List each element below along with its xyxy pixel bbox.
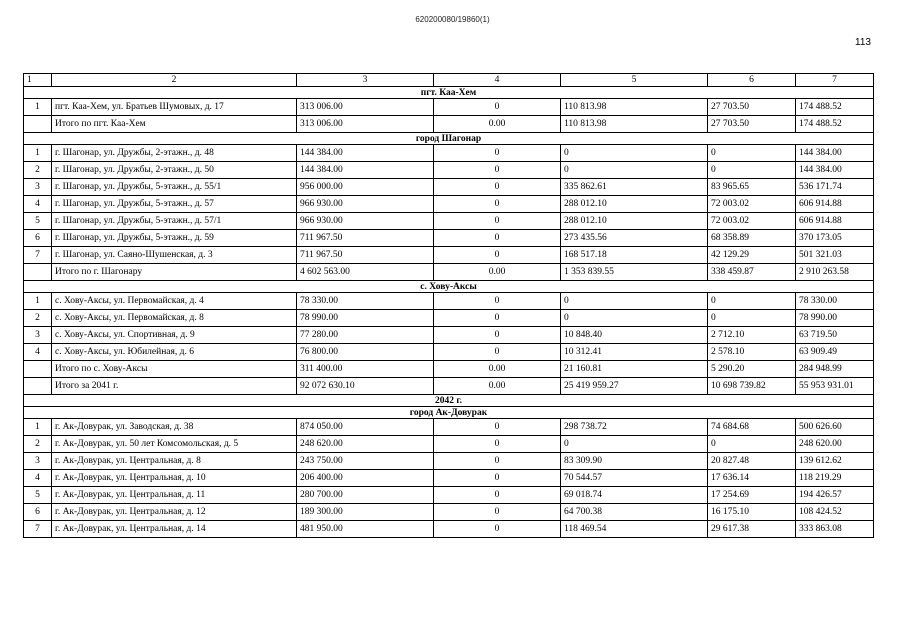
section-header-row: [24, 407, 874, 419]
fund-share-cell: 0: [434, 213, 561, 230]
regional-budget-cell: 288 012.10: [561, 213, 708, 230]
regional-budget-cell: 25 419 959.27: [561, 378, 708, 395]
regional-budget-cell: 69 018.74: [561, 487, 708, 504]
local-budget-cell: 17 254.69: [708, 487, 796, 504]
local-budget-cell: 0: [708, 293, 796, 310]
regional-budget-cell: 10 848.40: [561, 327, 708, 344]
local-budget-cell: 74 684.68: [708, 419, 796, 436]
total-cost-cell: 92 072 630.10: [297, 378, 434, 395]
owner-funds-cell: 194 426.57: [796, 487, 874, 504]
owner-funds-cell: 501 321.03: [796, 247, 874, 264]
address-cell: Итого по г. Шагонару: [52, 264, 297, 281]
section-header-row: [24, 395, 874, 407]
owner-funds-cell: 248 620.00: [796, 436, 874, 453]
table-row: [24, 162, 874, 179]
address-cell: с. Хову-Аксы, ул. Спортивная, д. 9: [52, 327, 297, 344]
table-row: [24, 179, 874, 196]
regional-budget-cell: 0: [561, 293, 708, 310]
owner-funds-cell: 63 719.50: [796, 327, 874, 344]
regional-budget-cell: 288 012.10: [561, 196, 708, 213]
column-header: 4: [434, 74, 561, 87]
section-header-row: [24, 133, 874, 145]
total-cost-cell: 481 950.00: [297, 521, 434, 538]
budget-table: [23, 73, 874, 538]
regional-budget-cell: 335 862.61: [561, 179, 708, 196]
table-row: [24, 247, 874, 264]
total-cost-cell: 243 750.00: [297, 453, 434, 470]
regional-budget-cell: 10 312.41: [561, 344, 708, 361]
table-row: [24, 327, 874, 344]
owner-funds-cell: 606 914.88: [796, 213, 874, 230]
regional-budget-cell: 118 469.54: [561, 521, 708, 538]
total-row: [24, 264, 874, 281]
regional-budget-cell: 110 813.98: [561, 116, 708, 133]
owner-funds-cell: 174 488.52: [796, 99, 874, 116]
address-cell: с. Хову-Аксы, ул. Юбилейная, д. 6: [52, 344, 297, 361]
local-budget-cell: 0: [708, 436, 796, 453]
address-cell: г. Ак-Довурак, ул. Центральная, д. 14: [52, 521, 297, 538]
row-number-cell: 4: [24, 196, 52, 213]
local-budget-cell: 5 290.20: [708, 361, 796, 378]
owner-funds-cell: 139 612.62: [796, 453, 874, 470]
fund-share-cell: 0: [434, 453, 561, 470]
total-cost-cell: 76 800.00: [297, 344, 434, 361]
address-cell: с. Хову-Аксы, ул. Первомайская, д. 8: [52, 310, 297, 327]
total-cost-cell: 711 967.50: [297, 247, 434, 264]
address-cell: Итого по с. Хову-Аксы: [52, 361, 297, 378]
regional-budget-cell: 21 160.81: [561, 361, 708, 378]
regional-budget-cell: 70 544.57: [561, 470, 708, 487]
address-cell: г. Шагонар, ул. Саяно-Шушенская, д. 3: [52, 247, 297, 264]
column-header: 5: [561, 74, 708, 87]
local-budget-cell: 72 003.02: [708, 213, 796, 230]
row-number-cell: 2: [24, 162, 52, 179]
row-number-cell: 5: [24, 213, 52, 230]
row-number-cell: 3: [24, 453, 52, 470]
fund-share-cell: 0.00: [434, 116, 561, 133]
local-budget-cell: 2 578.10: [708, 344, 796, 361]
fund-share-cell: 0: [434, 327, 561, 344]
row-number-cell: 3: [24, 327, 52, 344]
fund-share-cell: 0: [434, 230, 561, 247]
table-body: [24, 74, 874, 538]
table-row: [24, 99, 874, 116]
section-header-row: [24, 87, 874, 99]
total-cost-cell: 966 930.00: [297, 213, 434, 230]
table-row: [24, 470, 874, 487]
local-budget-cell: 83 965.65: [708, 179, 796, 196]
address-cell: г. Шагонар, ул. Дружбы, 2-этажн., д. 50: [52, 162, 297, 179]
owner-funds-cell: 144 384.00: [796, 162, 874, 179]
row-number-cell: 2: [24, 436, 52, 453]
fund-share-cell: 0: [434, 487, 561, 504]
section-title: с. Хову-Аксы: [24, 281, 874, 293]
address-cell: Итого за 2041 г.: [52, 378, 297, 395]
page-number: 113: [855, 37, 871, 48]
row-number-cell: 5: [24, 487, 52, 504]
owner-funds-cell: 78 330.00: [796, 293, 874, 310]
regional-budget-cell: 0: [561, 436, 708, 453]
owner-funds-cell: 63 909.49: [796, 344, 874, 361]
regional-budget-cell: 110 813.98: [561, 99, 708, 116]
table-row: [24, 213, 874, 230]
table-row: [24, 453, 874, 470]
local-budget-cell: 29 617.38: [708, 521, 796, 538]
fund-share-cell: 0: [434, 419, 561, 436]
table-row: [24, 145, 874, 162]
address-cell: г. Шагонар, ул. Дружбы, 5-этажн., д. 55/1: [52, 179, 297, 196]
fund-share-cell: 0.00: [434, 264, 561, 281]
owner-funds-cell: 78 990.00: [796, 310, 874, 327]
column-header: 3: [297, 74, 434, 87]
local-budget-cell: 17 636.14: [708, 470, 796, 487]
table-row: [24, 419, 874, 436]
fund-share-cell: 0: [434, 162, 561, 179]
fund-share-cell: 0: [434, 504, 561, 521]
total-cost-cell: 280 700.00: [297, 487, 434, 504]
row-number-cell: 6: [24, 504, 52, 521]
owner-funds-cell: 55 953 931.01: [796, 378, 874, 395]
regional-budget-cell: 0: [561, 145, 708, 162]
row-number-cell: 3: [24, 179, 52, 196]
local-budget-cell: 68 358.89: [708, 230, 796, 247]
total-row: [24, 378, 874, 395]
row-number-cell: 6: [24, 230, 52, 247]
address-cell: г. Шагонар, ул. Дружбы, 2-этажн., д. 48: [52, 145, 297, 162]
document-id: 620200080/19860(1): [415, 15, 490, 24]
regional-budget-cell: 1 353 839.55: [561, 264, 708, 281]
owner-funds-cell: 108 424.52: [796, 504, 874, 521]
row-number-cell: 2: [24, 310, 52, 327]
total-cost-cell: 77 280.00: [297, 327, 434, 344]
total-cost-cell: 144 384.00: [297, 145, 434, 162]
fund-share-cell: 0: [434, 247, 561, 264]
regional-budget-cell: 0: [561, 310, 708, 327]
table-row: [24, 487, 874, 504]
table-row: [24, 436, 874, 453]
section-title: город Шагонар: [24, 133, 874, 145]
fund-share-cell: 0: [434, 196, 561, 213]
total-cost-cell: 311 400.00: [297, 361, 434, 378]
total-cost-cell: 966 930.00: [297, 196, 434, 213]
table-row: [24, 230, 874, 247]
table-row: [24, 344, 874, 361]
local-budget-cell: 27 703.50: [708, 116, 796, 133]
address-cell: г. Ак-Довурак, ул. Заводская, д. 38: [52, 419, 297, 436]
owner-funds-cell: 118 219.29: [796, 470, 874, 487]
column-header: 7: [796, 74, 874, 87]
table-row: [24, 521, 874, 538]
section-title: город Ак-Довурак: [24, 407, 874, 419]
row-number-cell: 4: [24, 344, 52, 361]
row-number-cell: [24, 361, 52, 378]
address-cell: с. Хову-Аксы, ул. Первомайская, д. 4: [52, 293, 297, 310]
fund-share-cell: 0: [434, 293, 561, 310]
owner-funds-cell: 284 948.99: [796, 361, 874, 378]
address-cell: г. Ак-Довурак, ул. 50 лет Комсомольская, д. 5: [52, 436, 297, 453]
address-cell: г. Ак-Довурак, ул. Центральная, д. 10: [52, 470, 297, 487]
row-number-cell: [24, 264, 52, 281]
total-cost-cell: 189 300.00: [297, 504, 434, 521]
total-cost-cell: 313 006.00: [297, 99, 434, 116]
column-header-row: [24, 74, 874, 87]
regional-budget-cell: 64 700.38: [561, 504, 708, 521]
total-cost-cell: 206 400.00: [297, 470, 434, 487]
local-budget-cell: 338 459.87: [708, 264, 796, 281]
address-cell: г. Ак-Довурак, ул. Центральная, д. 11: [52, 487, 297, 504]
total-cost-cell: 313 006.00: [297, 116, 434, 133]
owner-funds-cell: 536 171.74: [796, 179, 874, 196]
regional-budget-cell: 298 738.72: [561, 419, 708, 436]
address-cell: г. Шагонар, ул. Дружбы, 5-этажн., д. 57/1: [52, 213, 297, 230]
fund-share-cell: 0.00: [434, 361, 561, 378]
table-row: [24, 196, 874, 213]
owner-funds-cell: 333 863.08: [796, 521, 874, 538]
table-row: [24, 504, 874, 521]
table-row: [24, 293, 874, 310]
total-cost-cell: 956 000.00: [297, 179, 434, 196]
row-number-cell: 7: [24, 247, 52, 264]
local-budget-cell: 10 698 739.82: [708, 378, 796, 395]
row-number-cell: 7: [24, 521, 52, 538]
fund-share-cell: 0: [434, 145, 561, 162]
local-budget-cell: 0: [708, 162, 796, 179]
row-number-cell: 1: [24, 99, 52, 116]
table-row: [24, 310, 874, 327]
owner-funds-cell: 2 910 263.58: [796, 264, 874, 281]
total-row: [24, 361, 874, 378]
address-cell: г. Ак-Довурак, ул. Центральная, д. 8: [52, 453, 297, 470]
local-budget-cell: 72 003.02: [708, 196, 796, 213]
owner-funds-cell: 500 626.60: [796, 419, 874, 436]
local-budget-cell: 0: [708, 145, 796, 162]
regional-budget-cell: 168 517.18: [561, 247, 708, 264]
local-budget-cell: 20 827.48: [708, 453, 796, 470]
row-number-cell: 1: [24, 293, 52, 310]
row-number-cell: 1: [24, 145, 52, 162]
column-header: 2: [52, 74, 297, 87]
local-budget-cell: 42 129.29: [708, 247, 796, 264]
total-cost-cell: 4 602 563.00: [297, 264, 434, 281]
regional-budget-cell: 273 435.56: [561, 230, 708, 247]
section-title: 2042 г.: [24, 395, 874, 407]
total-cost-cell: 144 384.00: [297, 162, 434, 179]
local-budget-cell: 27 703.50: [708, 99, 796, 116]
local-budget-cell: 0: [708, 310, 796, 327]
fund-share-cell: 0: [434, 521, 561, 538]
total-row: [24, 116, 874, 133]
section-header-row: [24, 281, 874, 293]
row-number-cell: 4: [24, 470, 52, 487]
fund-share-cell: 0: [434, 436, 561, 453]
total-cost-cell: 78 330.00: [297, 293, 434, 310]
column-header: 1: [24, 74, 52, 87]
owner-funds-cell: 606 914.88: [796, 196, 874, 213]
address-cell: г. Шагонар, ул. Дружбы, 5-этажн., д. 57: [52, 196, 297, 213]
row-number-cell: [24, 378, 52, 395]
total-cost-cell: 248 620.00: [297, 436, 434, 453]
total-cost-cell: 711 967.50: [297, 230, 434, 247]
local-budget-cell: 2 712.10: [708, 327, 796, 344]
row-number-cell: [24, 116, 52, 133]
total-cost-cell: 78 990.00: [297, 310, 434, 327]
section-title: пгт. Каа-Хем: [24, 87, 874, 99]
owner-funds-cell: 370 173.05: [796, 230, 874, 247]
regional-budget-cell: 83 309.90: [561, 453, 708, 470]
owner-funds-cell: 174 488.52: [796, 116, 874, 133]
fund-share-cell: 0: [434, 344, 561, 361]
fund-share-cell: 0.00: [434, 378, 561, 395]
fund-share-cell: 0: [434, 470, 561, 487]
address-cell: Итого по пгт. Каа-Хем: [52, 116, 297, 133]
address-cell: г. Ак-Довурак, ул. Центральная, д. 12: [52, 504, 297, 521]
address-cell: г. Шагонар, ул. Дружбы, 5-этажн., д. 59: [52, 230, 297, 247]
row-number-cell: 1: [24, 419, 52, 436]
regional-budget-cell: 0: [561, 162, 708, 179]
fund-share-cell: 0: [434, 310, 561, 327]
total-cost-cell: 874 050.00: [297, 419, 434, 436]
address-cell: пгт. Каа-Хем, ул. Братьев Шумовых, д. 17: [52, 99, 297, 116]
owner-funds-cell: 144 384.00: [796, 145, 874, 162]
fund-share-cell: 0: [434, 99, 561, 116]
fund-share-cell: 0: [434, 179, 561, 196]
column-header: 6: [708, 74, 796, 87]
local-budget-cell: 16 175.10: [708, 504, 796, 521]
